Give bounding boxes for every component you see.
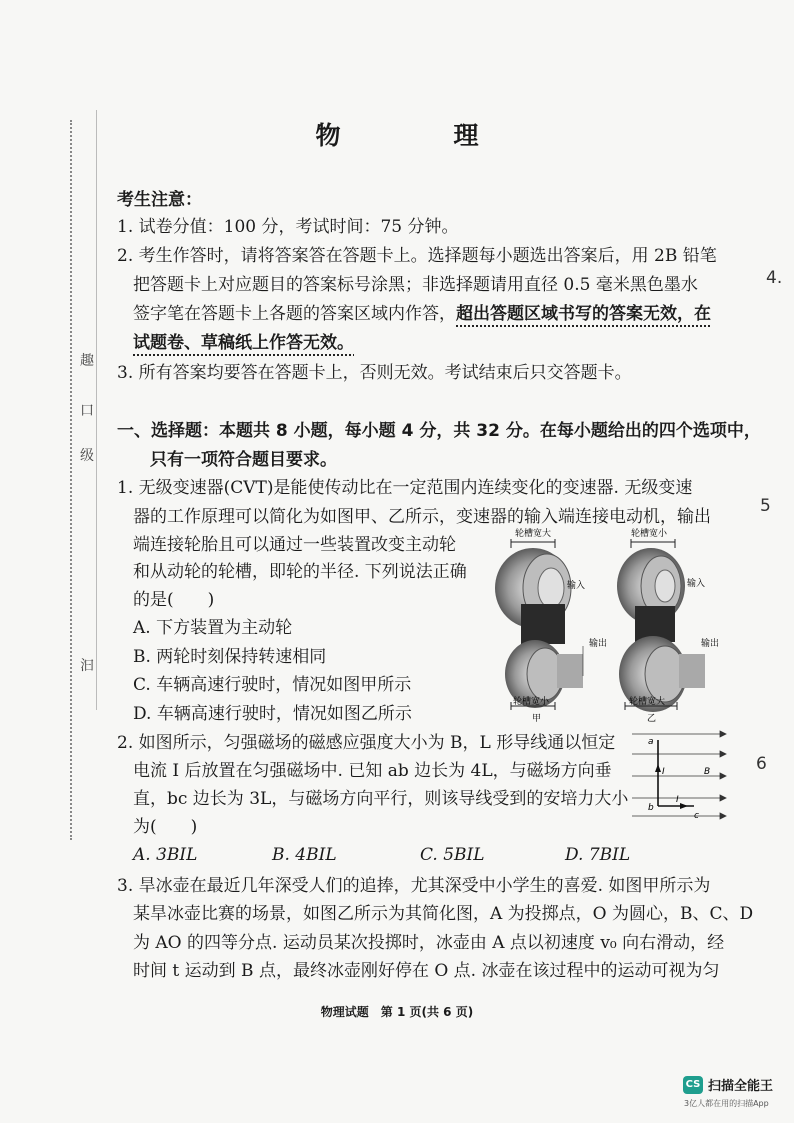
q2-line-4: 为( ): [133, 817, 198, 837]
current-arrow-icon: [655, 764, 661, 772]
q2-line-1: 2. 如图所示，匀强磁场的磁感应强度大小为 B，L 形导线通以恒定: [117, 733, 616, 753]
notice-heading: 考生注意：: [117, 190, 202, 210]
q1-option-c: C. 车辆高速行驶时，情况如图甲所示: [133, 675, 412, 695]
margin-mark-3: 级: [80, 448, 94, 464]
q3-line-1: 3. 旱冰壶在最近几年深受人们的追捧，尤其深受中小学生的喜爱. 如图甲所示为: [117, 876, 711, 896]
q1-line-2: 器的工作原理可以简化为如图甲、乙所示，变速器的输入端连接电动机，输出: [133, 507, 711, 527]
label-field-b: B: [704, 767, 711, 777]
section-heading-line-1: 一、选择题：本题共 8 小题，每小题 4 分，共 32 分。在每小题给出的四个选项中，: [117, 421, 761, 441]
q3-line-2: 某旱冰壶比赛的场景，如图乙所示为其简化图，A 为投掷点，O 为圆心，B、C、D: [133, 904, 754, 924]
notice-plain-text: 签字笔在答题卡上各题的答案区域内作答，: [133, 304, 456, 324]
current-arrow-icon: [680, 803, 688, 809]
q1-line-1: 1. 无级变速器(CVT)是能使传动比在一定范围内连续变化的变速器. 无级变速: [117, 478, 693, 498]
yi-caption: 乙: [647, 714, 657, 724]
jia-caption: 甲: [532, 714, 542, 724]
yi-output-label: 输出: [701, 639, 720, 649]
q2-line-3: 直，bc 边长为 3L，与磁场方向平行，则该导线受到的安培力大小: [133, 789, 629, 809]
page-footer: 物理试题 第 1 页(共 6 页): [320, 1005, 474, 1019]
label-a: a: [648, 737, 654, 747]
q2-line-2: 电流 I 后放置在匀强磁场中. 已知 ab 边长为 4L，与磁场方向垂: [133, 761, 612, 781]
label-current-1: I: [662, 767, 665, 777]
q1-option-d: D. 车辆高速行驶时，情况如图乙所示: [133, 704, 412, 724]
q1-option-a: A. 下方装置为主动轮: [133, 618, 293, 638]
q2-option-b: B. 4BIL: [272, 845, 337, 865]
label-c: c: [694, 811, 699, 821]
scanner-app-name: 扫描全能王: [708, 1079, 774, 1094]
margin-mark-4: 汩: [80, 658, 94, 674]
right-edge-number: 5: [760, 496, 771, 516]
notice-item-3: 3. 所有答案均要答在答题卡上，否则无效。考试结束后只交答题卡。: [117, 363, 632, 383]
right-edge-number: 6: [756, 754, 767, 774]
notice-item-2-line-1: 2. 考生作答时，请将答案答在答题卡上。选择题每小题选出答案后，用 2B 铅笔: [117, 246, 717, 266]
binding-line-right: [96, 110, 97, 710]
yi-bottom-label: 轮槽宽大: [629, 697, 666, 707]
margin-mark-1: 趣: [80, 353, 94, 369]
label-b: b: [648, 803, 654, 813]
q2-option-c: C. 5BIL: [420, 845, 485, 865]
notice-item-1: 1. 试卷分值：100 分，考试时间：75 分钟。: [117, 217, 459, 237]
yi-input-label: 输入: [687, 579, 706, 589]
section-heading-line-2: 只有一项符合题目要求。: [150, 450, 337, 470]
scanner-app-tagline: 3亿人都在用的扫描App: [684, 1099, 769, 1108]
q1-line-3: 端连接轮胎且可以通过一些装置改变主动轮: [133, 535, 456, 555]
cvt-figure: [485, 526, 735, 726]
notice-item-2-line-4: 试题卷、草稿纸上作答无效。: [133, 333, 354, 353]
page-title: 物 理: [315, 121, 523, 150]
q1-line-4: 和从动轮的轮槽，即轮的半径. 下列说法正确: [133, 562, 467, 582]
notice-item-2-line-2: 把答题卡上对应题目的答案标号涂黑；非选择题请用直径 0.5 毫米黑色墨水: [133, 275, 698, 295]
jia-bottom-label: 轮槽宽小: [513, 697, 550, 707]
right-edge-number: 4.: [766, 268, 783, 288]
yi-top-label: 轮槽宽小: [631, 529, 668, 539]
jia-input-label: 输入: [567, 581, 586, 591]
notice-item-2-line-3: [133, 302, 711, 326]
q3-line-3: 为 AO 的四等分点. 运动员某次投掷时，冰壶由 A 点以初速度 v₀ 向右滑动，经: [133, 933, 725, 953]
jia-belt: [521, 604, 565, 644]
q2-option-d: D. 7BIL: [565, 845, 631, 865]
margin-mark-2: 口: [80, 403, 94, 419]
label-current-2: I: [676, 795, 679, 805]
q1-option-b: B. 两轮时刻保持转速相同: [133, 647, 327, 667]
magnetic-field-figure: [628, 726, 728, 822]
jia-output-label: 输出: [589, 639, 608, 649]
scanner-logo-icon: CS: [683, 1076, 703, 1094]
jia-top-label: 轮槽宽大: [515, 529, 552, 539]
binding-line: [70, 120, 72, 840]
q3-line-4: 时间 t 运动到 B 点，最终冰壶刚好停在 O 点. 冰壶在该过程中的运动可视为匀: [133, 961, 720, 981]
q2-option-a: A. 3BIL: [133, 845, 198, 865]
notice-emphasis-text: 超出答题区域书写的答案无效，在: [456, 304, 711, 324]
q1-line-5: 的是( ): [133, 590, 215, 610]
